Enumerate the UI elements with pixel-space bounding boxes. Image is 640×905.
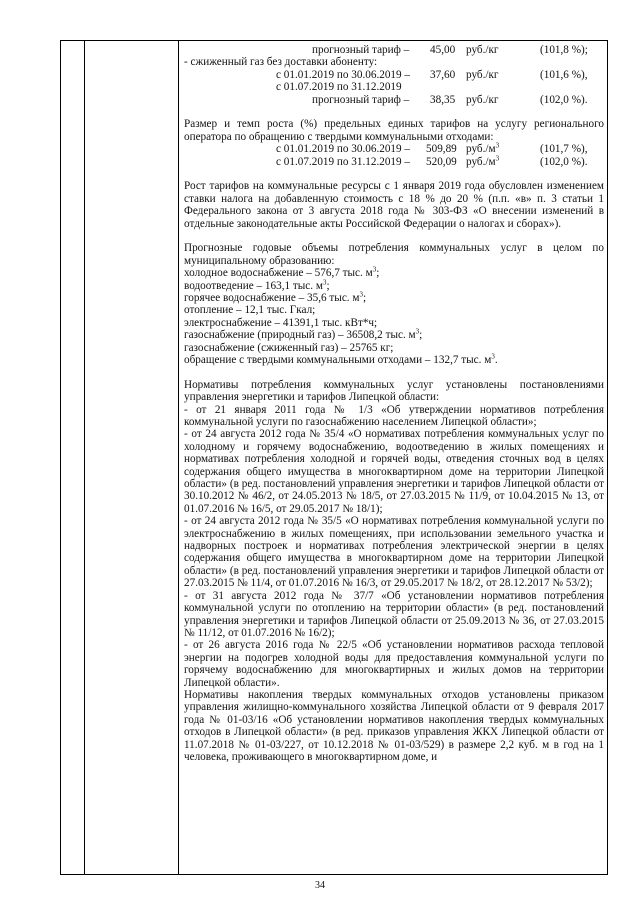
tariff-unit (466, 143, 499, 155)
waste-tariff-intro: Размер и темп роста (%) предельных единых тарифов на услугу регионального оператора по обращению с твердыми коммунальными отходами: (184, 118, 604, 143)
unit-superscript: 3 (495, 141, 500, 150)
volume-text: газоснабжение (сжиженный газ) – 25765 кг; (184, 341, 394, 354)
norm-item: - от 26 августа 2016 года № 22/5 «Об установлении нормативов расхода тепловой энергии на подогрев холодной воды для предоставления коммунальной услуги по горячему водоснабжению для многоквартирных и жилых домов на территории Липецкой области». (184, 639, 604, 689)
volume-item (184, 329, 604, 341)
tariff-unit: руб./кг (466, 93, 499, 106)
tariff-label: прогнозный тариф – (312, 93, 410, 106)
tariff-row-period-1 (184, 69, 604, 81)
column-divider-1 (84, 40, 85, 875)
volume-unit-superscript: 3 (322, 277, 327, 286)
waste-tariff-row-1 (184, 143, 604, 155)
norms-list (184, 404, 604, 689)
page-number: 34 (315, 880, 325, 891)
volume-item (184, 292, 604, 304)
volume-unit-superscript: 3 (415, 327, 420, 336)
tariff-growth: (102,0 %). (540, 155, 588, 168)
column-divider-2 (178, 40, 179, 875)
volume-text: горячее водоснабжение – 35,6 тыс. м (184, 291, 360, 304)
unit-text: руб./м (466, 143, 496, 156)
volume-text: электроснабжение – 41391,1 тыс. кВт*ч; (184, 316, 378, 329)
heading-text: - сжиженный газ без доставки абоненту: (184, 56, 378, 69)
table-cell-content (184, 44, 604, 763)
tariff-growth: (101,7 %), (540, 143, 588, 156)
tariff-growth: (101,6 %), (540, 68, 588, 81)
volume-text: холодное водоснабжение – 576,7 тыс. м (184, 267, 373, 280)
waste-tariff-row-2 (184, 153, 604, 168)
volume-item (184, 304, 604, 316)
tariff-label: с 01.07.2019 по 31.12.2019 (276, 81, 402, 94)
norm-item: - от 31 августа 2012 года № 37/7 «Об установлении нормативов потребления коммунальной услуги по отоплению на территории области» (в ред. постановлений управления энергетики и тарифов Липецкой области от 25.09.2013 № 36, от 27.03.2015 № 11/12, от 01.07.2016 № 16/2); (184, 589, 604, 639)
volume-item (184, 342, 604, 354)
volume-unit-superscript: 3 (372, 265, 377, 274)
volume-item (184, 317, 604, 329)
tariff-value: 509,89 (426, 143, 457, 156)
tariff-label: с 01.07.2019 по 31.12.2019 – (276, 155, 411, 168)
unit-text: руб./м (466, 155, 496, 168)
volume-item (184, 267, 604, 279)
tariff-value: 38,35 (430, 93, 456, 106)
waste-norms-paragraph: Нормативы накопления твердых коммунальных отходов установлены приказом управления жилищно-коммунального хозяйства Липецкой области от 9 февраля 2017 года № 01-03/16 «Об установлении нормативов накопления твердых коммунальных отходов в Липецкой области» (в ред. приказов управления ЖКХ Липецкой области от 11.07.2018 № 01-03/227, от 10.12.2018 № 01-03/529) в размере 2,2 куб. м в год на 1 человека, проживающего в многоквартирном доме, и (184, 688, 604, 763)
tariff-growth: (101,8 %); (540, 44, 588, 56)
tariff-row-forecast-1 (184, 44, 604, 56)
volume-text: газоснабжение (природный газ) – 36508,2 тыс. м (184, 329, 416, 342)
tariff-row-forecast-2 (184, 94, 604, 106)
volume-text: отопление – 12,1 тыс. Гкал; (184, 304, 316, 317)
norms-intro: Нормативы потребления коммунальных услуг установлены постановлениями управления энергетики и тарифов Липецкой области: (184, 378, 604, 404)
volume-punctuation: ; (376, 267, 380, 280)
tariff-unit: руб./кг (466, 44, 499, 56)
tariff-growth: (102,0 %). (540, 93, 588, 106)
tariff-unit: руб./кг (466, 68, 499, 81)
tariff-label: с 01.01.2019 по 30.06.2019 – (276, 68, 411, 81)
tariff-value: 520,09 (426, 155, 457, 168)
volumes-intro: Прогнозные годовые объемы потребления коммунальных услуг в целом по муниципальному образованию: (184, 242, 604, 267)
tariff-unit (466, 153, 500, 168)
norm-item: - от 24 августа 2012 года № 35/5 «О нормативах потребления коммунальной услуги по электроснабжению в жилых помещениях, при использовании земельного участка и надворных построек и нормативах потребления электрической энергии в целях содержания общего имущества в многоквартирном доме на территории Липецкой области» (в ред. постановлений управления энергетики и тарифов Липецкой области от 27.03.2015 № 11/4, от 01.07.2016 № 16/3, от 29.05.2017 № 18/2, от 28.12.2017 № 53/2); (184, 515, 604, 590)
volume-text: водоотведение – 163,1 тыс. м (184, 279, 323, 292)
volume-punctuation: ; (326, 279, 330, 292)
vat-paragraph: Рост тарифов на коммунальные ресурсы с 1 января 2019 года обусловлен изменением ставки налога на добавленную стоимость с 18 % до 20 % (п.п. «в» п. 3 статьи 1 Федерального закона от 3 августа 2018 года № 303-ФЗ «О внесении изменений в отдельные законодательные акты Российской Федерации о налогах и сборах»). (184, 180, 604, 230)
volume-unit-superscript: 3 (359, 290, 363, 299)
norm-item: - от 21 января 2011 года № 1/3 «Об утверждении нормативов потребления коммунальной услуги по газоснабжению населением Липецкой области»; (184, 403, 604, 429)
tariff-row-period-2 (184, 81, 604, 93)
tariff-value: 45,00 (430, 44, 456, 56)
volumes-list (184, 267, 604, 366)
norm-item: - от 24 августа 2012 года № 35/4 «О нормативах потребления коммунальных услуг по холодному и горячему водоснабжению, водоотведению в жилых помещениях и нормативах потребления холодной и горячей воды, отведения сточных вод в целях содержания общего имущества в многоквартирном доме на территории Липецкой области» (в ред. постановлений управления энергетики и тарифов Липецкой области от 30.10.2012 № 46/2, от 24.05.2013 № 18/5, от 27.03.2015 № 11/9, от 10.04.2015 № 13, от 01.07.2016 № 16/5, от 29.05.2017 № 18/1); (184, 428, 604, 515)
volume-punctuation: ; (419, 329, 423, 342)
tariff-label: с 01.01.2019 по 30.06.2019 – (276, 143, 411, 156)
unit-superscript: 3 (495, 153, 500, 162)
volume-unit-superscript: 3 (491, 352, 495, 361)
volume-item (184, 277, 604, 292)
tariff-label: прогнозный тариф – (312, 44, 410, 56)
volume-text: обращение с твердыми коммунальными отходами – 132,7 тыс. м (184, 354, 492, 366)
liquefied-gas-heading (184, 56, 604, 68)
volume-punctuation: . (494, 354, 498, 366)
volume-item (184, 354, 604, 366)
tariff-value: 37,60 (430, 68, 456, 81)
volume-punctuation: ; (362, 291, 367, 304)
